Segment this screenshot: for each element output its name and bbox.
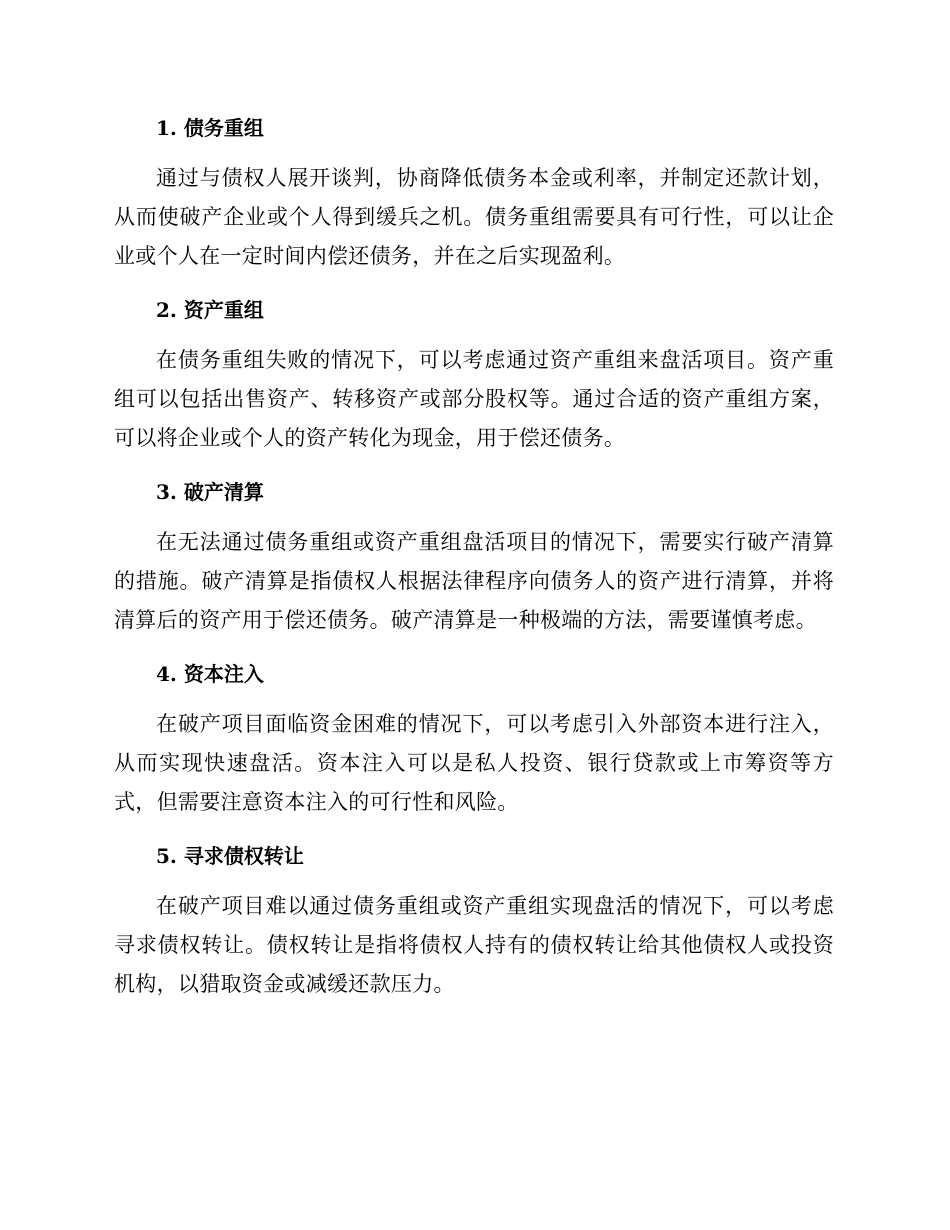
section-paragraph: 在破产项目面临资金困难的情况下，可以考虑引入外部资本进行注入，从而实现快速盘活。资本注入可以是私人投资、银行贷款或上市筹资等方式，但需要注意资本注入的可行性和风险。 [114, 712, 834, 814]
section-bankruptcy-liquidation [114, 472, 834, 640]
section-heading: 2. 资产重组 [156, 298, 264, 322]
section-paragraph: 通过与债权人展开谈判，协商降低债务本金或利率，并制定还款计划，从而使破产企业或个人得到缓兵之机。债务重组需要具有可行性，可以让企业或个人在一定时间内偿还债务，并在之后实现盈利。 [114, 166, 834, 268]
document-body [114, 108, 834, 1004]
section-heading: 1. 债务重组 [156, 116, 264, 140]
section-debt-restructuring [114, 108, 834, 276]
section-heading: 5. 寻求债权转让 [156, 844, 304, 868]
section-paragraph: 在债务重组失败的情况下，可以考虑通过资产重组来盘活项目。资产重组可以包括出售资产、转移资产或部分股权等。通过合适的资产重组方案，可以将企业或个人的资产转化为现金，用于偿还债务。 [114, 348, 834, 450]
section-paragraph: 在无法通过债务重组或资产重组盘活项目的情况下，需要实行破产清算的措施。破产清算是指债权人根据法律程序向债务人的资产进行清算，并将清算后的资产用于偿还债务。破产清算是一种极端的方法，需要谨慎考虑。 [114, 530, 834, 632]
section-heading: 3. 破产清算 [156, 480, 264, 504]
section-capital-injection [114, 654, 834, 822]
section-asset-restructuring [114, 290, 834, 458]
section-heading: 4. 资本注入 [156, 662, 264, 686]
section-paragraph: 在破产项目难以通过债务重组或资产重组实现盘活的情况下，可以考虑寻求债权转让。债权转让是指将债权人持有的债权转让给其他债权人或投资机构，以猎取资金或减缓还款压力。 [114, 894, 834, 996]
section-debt-transfer [114, 836, 834, 1004]
